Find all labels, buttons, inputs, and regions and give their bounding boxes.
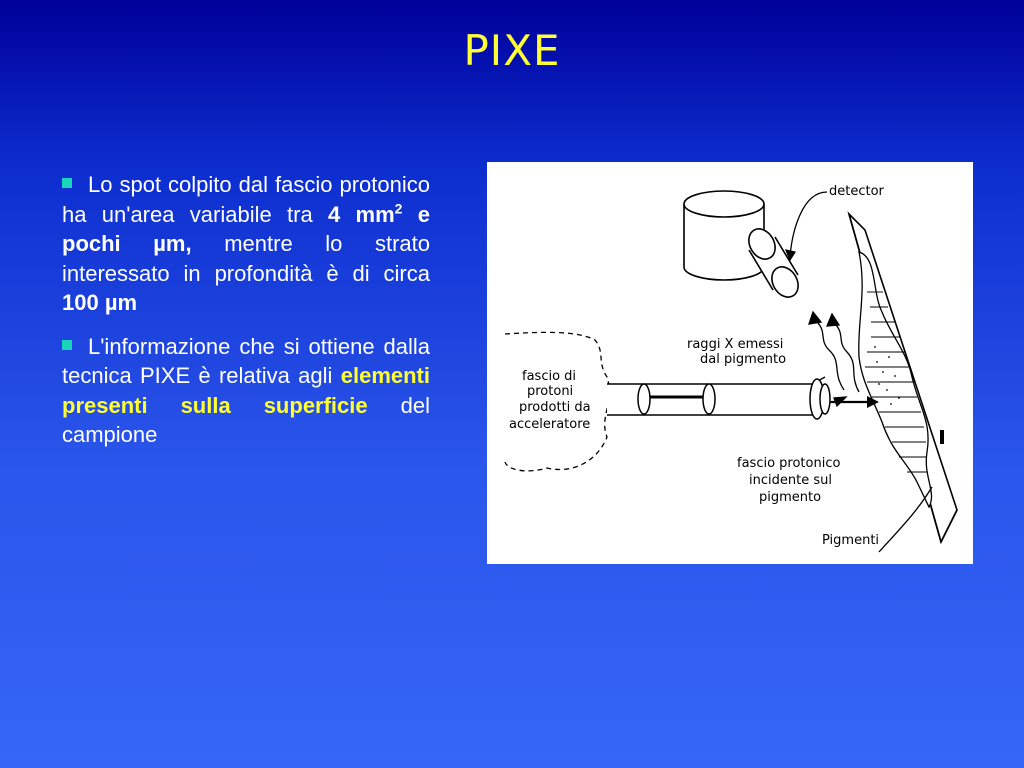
label-incidente-3: pigmento xyxy=(759,490,822,505)
beam-pipe xyxy=(607,379,830,419)
label-fascio-4: acceleratore xyxy=(509,417,591,432)
square-bullet-icon xyxy=(62,340,72,350)
bullet2-text-1: L'informazione che si ottiene dalla tecnica PIXE è relativa agli xyxy=(62,333,430,388)
square-bullet-icon xyxy=(62,178,72,188)
label-raggi-x-1: raggi X emessi xyxy=(687,337,784,352)
label-fascio-1: fascio di xyxy=(522,369,577,384)
label-pigmenti: Pigmenti xyxy=(822,533,880,548)
pixe-setup-diagram xyxy=(487,162,973,564)
label-fascio-3: prodotti da xyxy=(519,400,591,415)
superscript-2: 2 xyxy=(394,200,403,217)
label-detector: detector xyxy=(829,184,884,199)
bullet1-bold-size: 4 $mm^2$ e pochi µm, xyxy=(62,200,430,256)
bullet-item-1 xyxy=(62,170,430,318)
bullet-list xyxy=(62,170,430,464)
bullet1-text-2: mentre lo strato interessato in profondità è di circa xyxy=(62,231,431,286)
label-fascio-2: protoni xyxy=(527,384,574,399)
label-incidente-2: incidente sul xyxy=(749,473,832,488)
label-incidente-1: fascio protonico xyxy=(737,456,841,471)
detector-icon xyxy=(684,191,803,302)
diagram-svg xyxy=(487,162,973,564)
slide-title: PIXE xyxy=(463,26,561,75)
bullet-item-2 xyxy=(62,332,430,450)
bullet2-text-2: del campione xyxy=(62,392,430,447)
bullet1-text-1: Lo spot colpito dal fascio protonico ha un'area variabile tra xyxy=(62,172,430,227)
label-raggi-x-2: dal pigmento xyxy=(700,352,787,367)
bullet1-bold-depth: 100 µm xyxy=(62,290,138,315)
bullet2-highlight: elementi presenti sulla superficie xyxy=(62,363,430,418)
